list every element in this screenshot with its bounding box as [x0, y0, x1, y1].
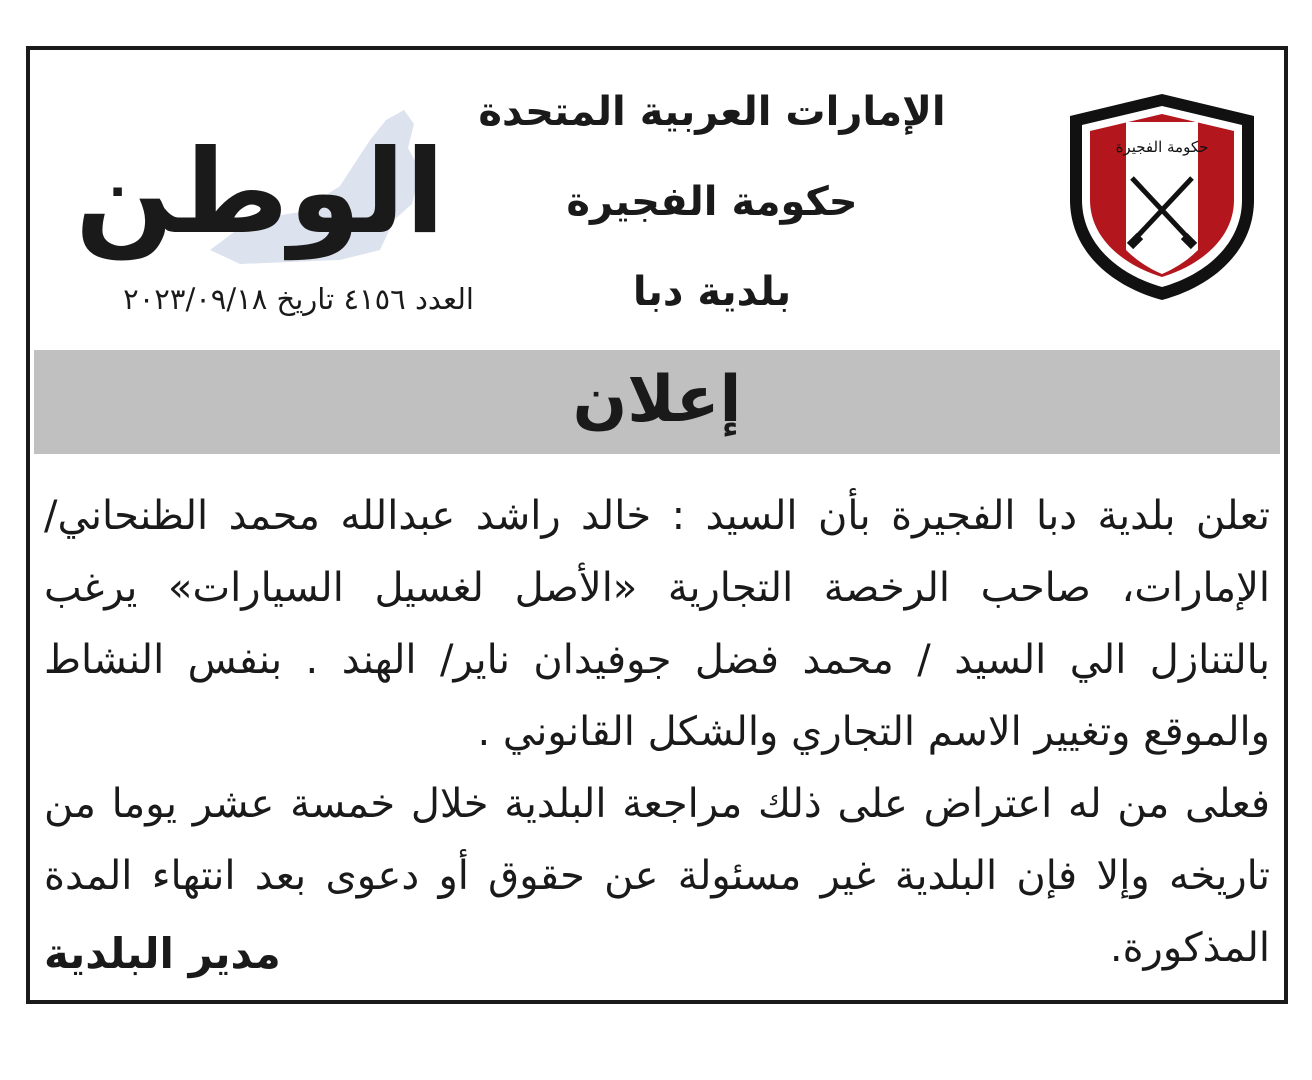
issue-label: العدد — [414, 282, 474, 316]
date-label: تاريخ — [276, 282, 335, 316]
signature: مدير البلدية — [44, 929, 281, 978]
notice-frame — [26, 46, 1288, 1004]
municipality-title: بلدية دبا — [632, 269, 792, 315]
country-title: الإمارات العربية المتحدة — [478, 89, 946, 135]
issue-number: ٤١٥٦ — [343, 282, 406, 316]
issue-info — [44, 282, 474, 316]
newspaper-masthead — [50, 90, 500, 290]
government-title: حكومة الفجيرة — [566, 179, 858, 225]
fujairah-crest-icon — [1064, 90, 1260, 304]
notice-body — [44, 480, 1270, 984]
announcement-banner — [34, 350, 1280, 454]
newspaper-name: الوطن — [75, 125, 445, 260]
issue-date: ٢٠٢٣/٠٩/١٨ — [123, 282, 268, 316]
notice-paragraph-2: فعلى من له اعتراض على ذلك مراجعة البلدية خلال خمسة عشر يوما من تاريخه وإلا فإن البلدية غير مسئولة عن حقوق أو دعوى بعد انتهاء المدة المذكورة. — [44, 781, 1270, 971]
notice-paragraph-1: تعلن بلدية دبا الفجيرة بأن السيد : خالد راشد عبدالله محمد الظنحاني/ الإمارات، صاحب الرخصة التجارية «الأصل لغسيل السيارات» يرغب بالتنازل الي السيد / محمد فضل جوفيدان ناير/ الهند . بنفس النشاط والموقع وتغيير الاسم التجاري والشكل القانوني . — [44, 493, 1270, 755]
banner-title: إعلان — [572, 363, 742, 437]
emblem-text: حكومة الفجيرة — [1115, 138, 1209, 156]
